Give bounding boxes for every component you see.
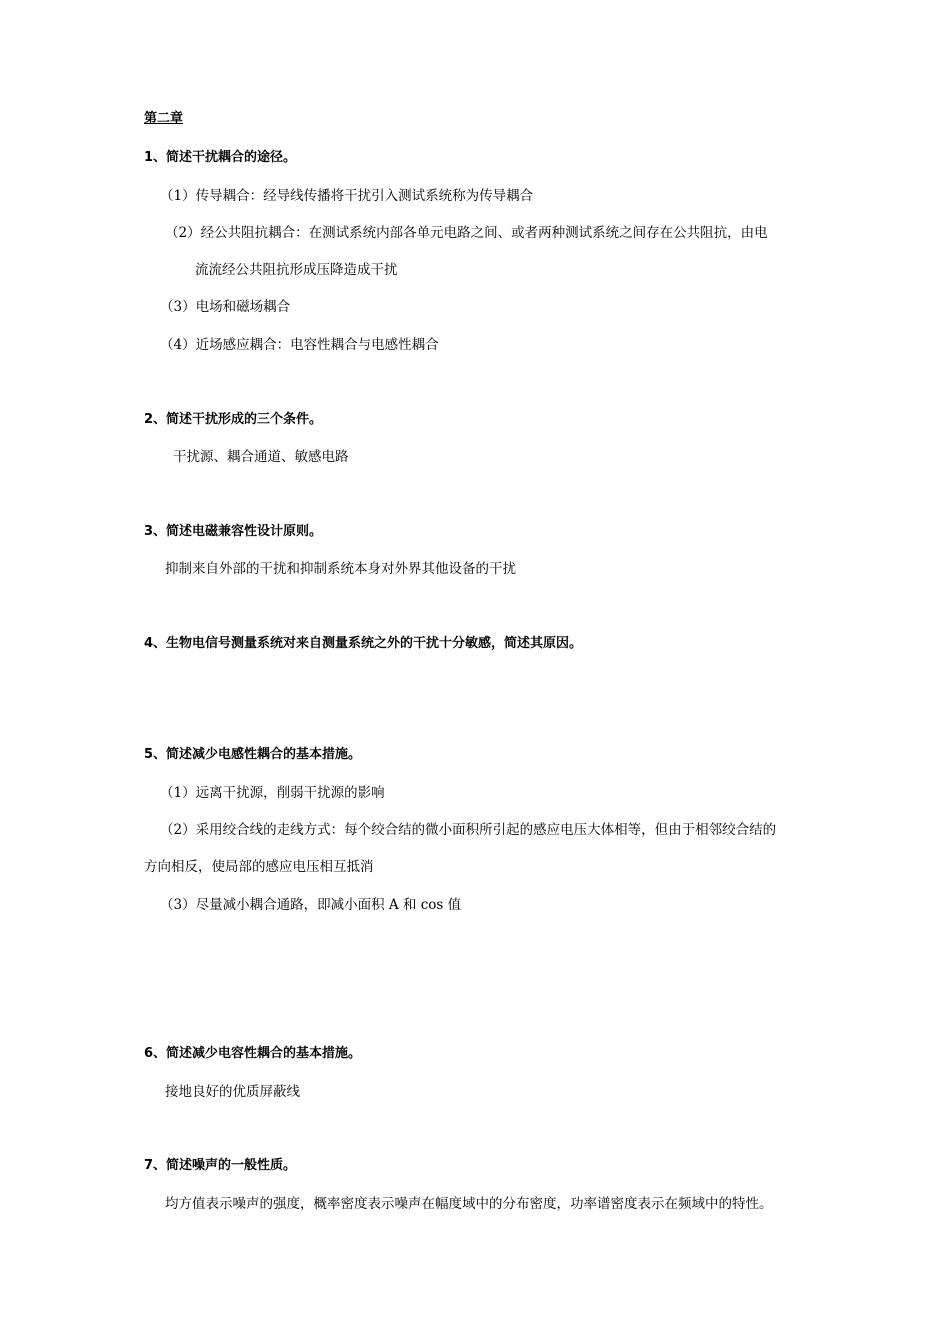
chapter-title: 第二章 xyxy=(144,111,184,126)
question-6-heading: 6、简述减少电容性耦合的基本措施。 xyxy=(144,1046,362,1061)
question-7-heading: 7、简述噪声的一般性质。 xyxy=(144,1158,297,1173)
question-1-line-1: （1）传导耦合：经导线传播将干扰引入测试系统称为传导耦合 xyxy=(160,188,534,204)
question-5-line-1: （1）远离干扰源，削弱干扰源的影响 xyxy=(160,785,385,801)
question-5-line-4: （3）尽量减小耦合通路，即减小面积 A 和 cos 值 xyxy=(160,897,462,913)
question-3-line-1: 抑制来自外部的干扰和抑制系统本身对外界其他设备的干扰 xyxy=(165,561,516,577)
question-5-line-2: （2）采用绞合线的走线方式：每个绞合结的微小面积所引起的感应电压大体相等，但由于相邻绞合结的 xyxy=(160,822,777,838)
question-1-line-3: 流流经公共阻抗形成压降造成干扰 xyxy=(195,262,398,278)
question-1-heading: 1、简述干扰耦合的途径。 xyxy=(144,150,297,165)
question-1-line-2: （2）经公共阻抗耦合：在测试系统内部各单元电路之间、或者两种测试系统之间存在公共阻抗，由电 xyxy=(165,225,768,241)
question-5-heading: 5、简述减少电感性耦合的基本措施。 xyxy=(144,747,362,762)
question-1-line-5: （4）近场感应耦合：电容性耦合与电感性耦合 xyxy=(160,337,439,353)
question-6-line-1: 接地良好的优质屏蔽线 xyxy=(165,1084,300,1100)
question-1-line-4: （3）电场和磁场耦合 xyxy=(160,299,291,315)
question-2-heading: 2、简述干扰形成的三个条件。 xyxy=(144,412,323,427)
question-3-heading: 3、简述电磁兼容性设计原则。 xyxy=(144,524,323,539)
question-5-line-3: 方向相反，使局部的感应电压相互抵消 xyxy=(144,859,374,875)
question-4-heading: 4、生物电信号测量系统对来自测量系统之外的干扰十分敏感，简述其原因。 xyxy=(144,636,583,651)
question-7-line-1: 均方值表示噪声的强度，概率密度表示噪声在幅度域中的分布密度，功率谱密度表示在频域中的特性。 xyxy=(165,1196,773,1212)
question-2-line-1: 干扰源、耦合通道、敏感电路 xyxy=(173,449,349,465)
